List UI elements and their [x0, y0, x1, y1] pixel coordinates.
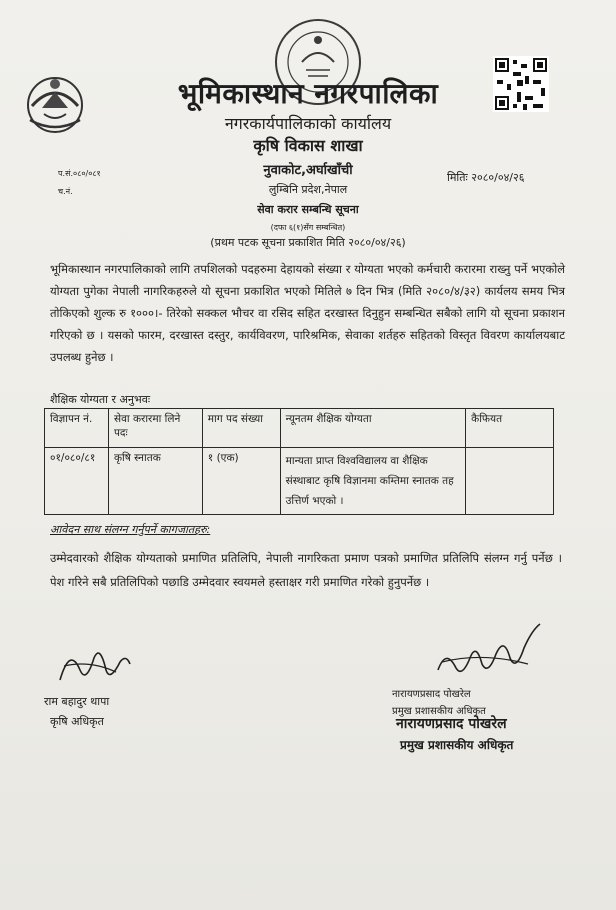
- right-signatory-name-small: नारायणप्रसाद पोखरेल: [392, 689, 471, 700]
- notice-date: मितिः २०८०/०४/२६: [447, 171, 525, 184]
- table-row: [45, 448, 554, 515]
- left-signatory-title: कृषि अधिकृत: [50, 715, 104, 728]
- header-ad-no: विज्ञापन नं.: [45, 409, 109, 448]
- address-line1: नुवाकोट,अर्घाखाँची: [263, 163, 353, 178]
- cell-ad-no: ०१/०८०/८१: [45, 448, 109, 515]
- cell-remarks: [466, 448, 554, 515]
- publish-note: (प्रथम पटक सूचना प्रकाशित मिति २०८०/०४/२६): [210, 236, 406, 249]
- header-min-qual: न्यूनतम शैक्षिक योग्यता: [280, 409, 466, 448]
- vacancy-table: [44, 408, 554, 515]
- table-header-row: [45, 409, 554, 448]
- cell-min-qual: मान्यता प्राप्त विश्वविद्यालय वा शैक्षिक संस्थाबाट कृषि विज्ञानमा कम्तिमा स्नातक तह उत्तिर्ण भएको ।: [280, 448, 466, 515]
- left-signatory-name: राम बहादुर थापा: [44, 695, 110, 708]
- address-line2: लुम्बिनि प्रदेश,नेपाल: [268, 183, 348, 196]
- dispatch-number: च.नं.: [58, 187, 73, 196]
- qualification-label: शैक्षिक योग्यता र अनुभवः: [50, 393, 151, 406]
- signature-right-icon: [432, 618, 544, 686]
- right-signatory-title-small: प्रमुख प्रशासकीय अधिकृत: [392, 706, 486, 717]
- sub-rule: (दफा ६(१)सँग सम्बन्धित): [270, 223, 346, 232]
- notice-title: सेवा करार सम्बन्धि सूचना: [257, 203, 359, 216]
- header-demand: माग पद संख्या: [202, 409, 280, 448]
- cell-demand: १ (एक): [202, 448, 280, 515]
- right-signatory-title-stamp: प्रमुख प्रशासकीय अधिकृत: [400, 738, 514, 752]
- header-service: सेवा करारमा लिने पदः: [108, 409, 202, 448]
- office-name: नगरकार्यपालिकाको कार्यालय: [224, 114, 392, 133]
- attachments-text: उम्मेदवारको शैक्षिक योग्यताको प्रमाणित प्रतिलिपि, नेपाली नागरिकता प्रमाण पत्रको प्रमाणित प्रतिलिपि संलग्न गर्नु पर्नेछ । पेश गरिने सबै प्रतिलिपिको पछाडि उम्मेदवार स्वयमले हस्ताक्षर गरी प्रमाणित गरेको हुनुपर्नेछ ।: [50, 551, 562, 589]
- org-name: भूमिकास्थान नगरपालिका: [177, 77, 439, 110]
- header-remarks: कैफियत: [466, 409, 554, 448]
- notice-paragraph: भूमिकास्थान नगरपालिकाको लागि तपशिलको पदहरुमा देहायको संख्या र योग्यता भएको कर्मचारी करारमा राख्नु पर्ने भएकोले योग्यता पुगेका नेपाली नागरिकहरुले यो सूचना प्रकाशित भएको मितिले ७ दिन भित्र (मिति २०८०/४/३२) कार्यलय समय भित्र तोकिएको शुल्क रु १०००।- तिरेको सक्कल भौचर वा रसिद सहित दरखास्त दिनुहुन सम्बन्धित सबैको लागि यो सूचना प्रकाशन गरिएको छ । यसको फारम, दरखास्त दस्तुर, कार्यविवरण, पारिश्रमिक, सेवाका शर्तहरु सहितको विस्तृत विवरण कार्यालयबाट उपलब्ध हुनेछ ।: [50, 262, 565, 364]
- branch-name: कृषि विकास शाखा: [253, 136, 363, 155]
- signature-left-icon: [50, 640, 134, 692]
- attachments-heading: आवेदन साथ संलग्न गर्नुपर्ने कागजातहरु:: [50, 523, 211, 536]
- right-signatory-name-stamp: नारायणप्रसाद पोखरेल: [396, 716, 507, 732]
- cell-service: कृषि स्नातक: [108, 448, 202, 515]
- reference-number: प.सं.०८०/०८१: [58, 169, 101, 178]
